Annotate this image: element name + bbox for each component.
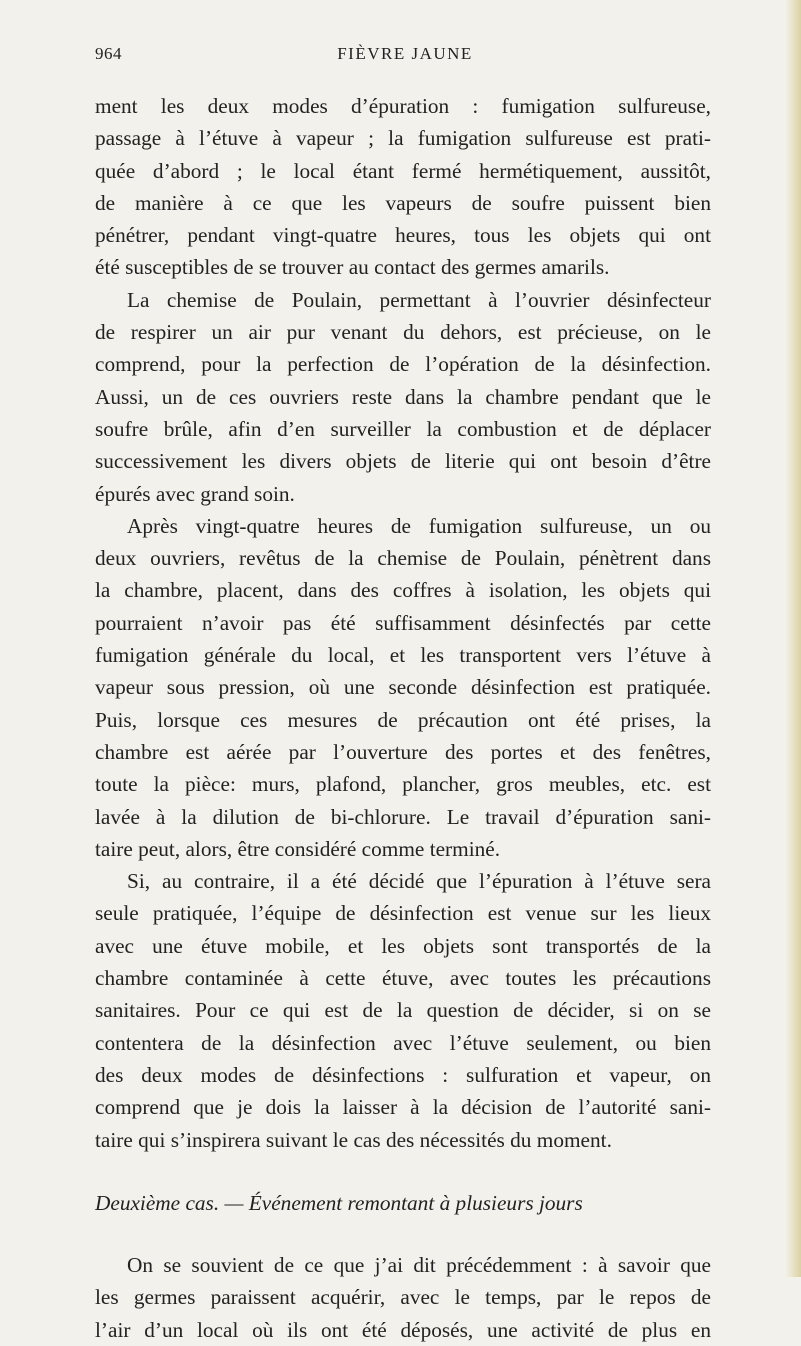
text-line: comprend, pour la perfection de l’opération de la désinfection. <box>95 352 711 377</box>
text-line: quée d’abord ; le local étant fermé hermétiquement, aussitôt, <box>95 158 711 183</box>
text-line: vapeur sous pression, où une seconde désinfection est pratiquée. <box>95 675 711 700</box>
body-text <box>95 90 711 1346</box>
text-line: fumigation générale du local, et les transportent vers l’étuve à <box>95 643 711 668</box>
text-line: Aussi, un de ces ouvriers reste dans la chambre pendant que le <box>95 384 711 409</box>
text-line: successivement les divers objets de literie qui ont besoin d’être <box>95 449 711 474</box>
text-line: La chemise de Poulain, permettant à l’ouvrier désinfecteur <box>127 287 711 312</box>
text-line: toute la pièce: murs, plafond, plancher, gros meubles, etc. est <box>95 772 711 797</box>
text-line: lavée à la dilution de bi-chlorure. Le travail d’épuration sani- <box>95 804 711 829</box>
text-line: la chambre, placent, dans des coffres à isolation, les objets qui <box>95 578 711 603</box>
text-line: sanitaires. Pour ce qui est de la question de décider, si on se <box>95 998 711 1023</box>
text-line: chambre contaminée à cette étuve, avec toutes les précautions <box>95 966 711 991</box>
paragraph-5 <box>95 1249 711 1346</box>
text-line: On se souvient de ce que j’ai dit précédemment : à savoir que <box>127 1253 711 1278</box>
text-line: l’air d’un local où ils ont été déposés, une activité de plus en <box>95 1317 711 1342</box>
text-line: deux ouvriers, revêtus de la chemise de Poulain, pénètrent dans <box>95 546 711 571</box>
text-line: pourraient n’avoir pas été suffisamment désinfectés par cette <box>95 610 711 635</box>
text-line: de respirer un air pur venant du dehors, est précieuse, on le <box>95 320 711 345</box>
running-title: FIÈVRE JAUNE <box>337 44 473 63</box>
paragraph-1 <box>95 90 711 284</box>
paragraph-4 <box>95 865 711 1156</box>
text-line: taire peut, alors, être considéré comme terminé. <box>95 836 501 861</box>
text-line: été susceptibles de se trouver au contact des germes amarils. <box>95 255 610 280</box>
paragraph-2 <box>95 284 711 510</box>
text-line: Si, au contraire, il a été décidé que l’épuration à l’étuve sera <box>127 869 711 894</box>
text-line: épurés avec grand soin. <box>95 481 295 506</box>
section-heading: Deuxième cas. — Événement remontant à plusieurs jours <box>95 1190 583 1215</box>
text-line: pénétrer, pendant vingt-quatre heures, tous les objets qui ont <box>95 223 711 248</box>
text-line: comprend que je dois la laisser à la décision de l’autorité sani- <box>95 1095 711 1120</box>
text-line: les germes paraissent acquérir, avec le temps, par le repos de <box>95 1285 711 1310</box>
text-line: des deux modes de désinfections : sulfuration et vapeur, on <box>95 1062 711 1087</box>
paragraph-3 <box>95 510 711 865</box>
text-line: ment les deux modes d’épuration : fumigation sulfureuse, <box>95 94 711 118</box>
text-line: chambre est aérée par l’ouverture des portes et des fenêtres, <box>95 739 711 764</box>
page-number: 964 <box>95 44 122 63</box>
page-header <box>95 44 715 68</box>
text-line: Après vingt-quatre heures de fumigation sulfureuse, un ou <box>127 513 711 538</box>
text-line: passage à l’étuve à vapeur ; la fumigation sulfureuse est prati- <box>95 126 711 151</box>
page-edge-shadow <box>785 0 801 1277</box>
text-line: avec une étuve mobile, et les objets sont transportés de la <box>95 933 711 958</box>
text-line: de manière à ce que les vapeurs de soufre puissent bien <box>95 190 711 215</box>
text-line: soufre brûle, afin d’en surveiller la combustion et de déplacer <box>95 416 711 441</box>
text-line: seule pratiquée, l’équipe de désinfection est venue sur les lieux <box>95 901 711 926</box>
text-line: contentera de la désinfection avec l’étuve seulement, ou bien <box>95 1030 711 1055</box>
text-line: Puis, lorsque ces mesures de précaution ont été prises, la <box>95 707 711 732</box>
text-line: taire qui s’inspirera suivant le cas des nécessités du moment. <box>95 1127 612 1152</box>
